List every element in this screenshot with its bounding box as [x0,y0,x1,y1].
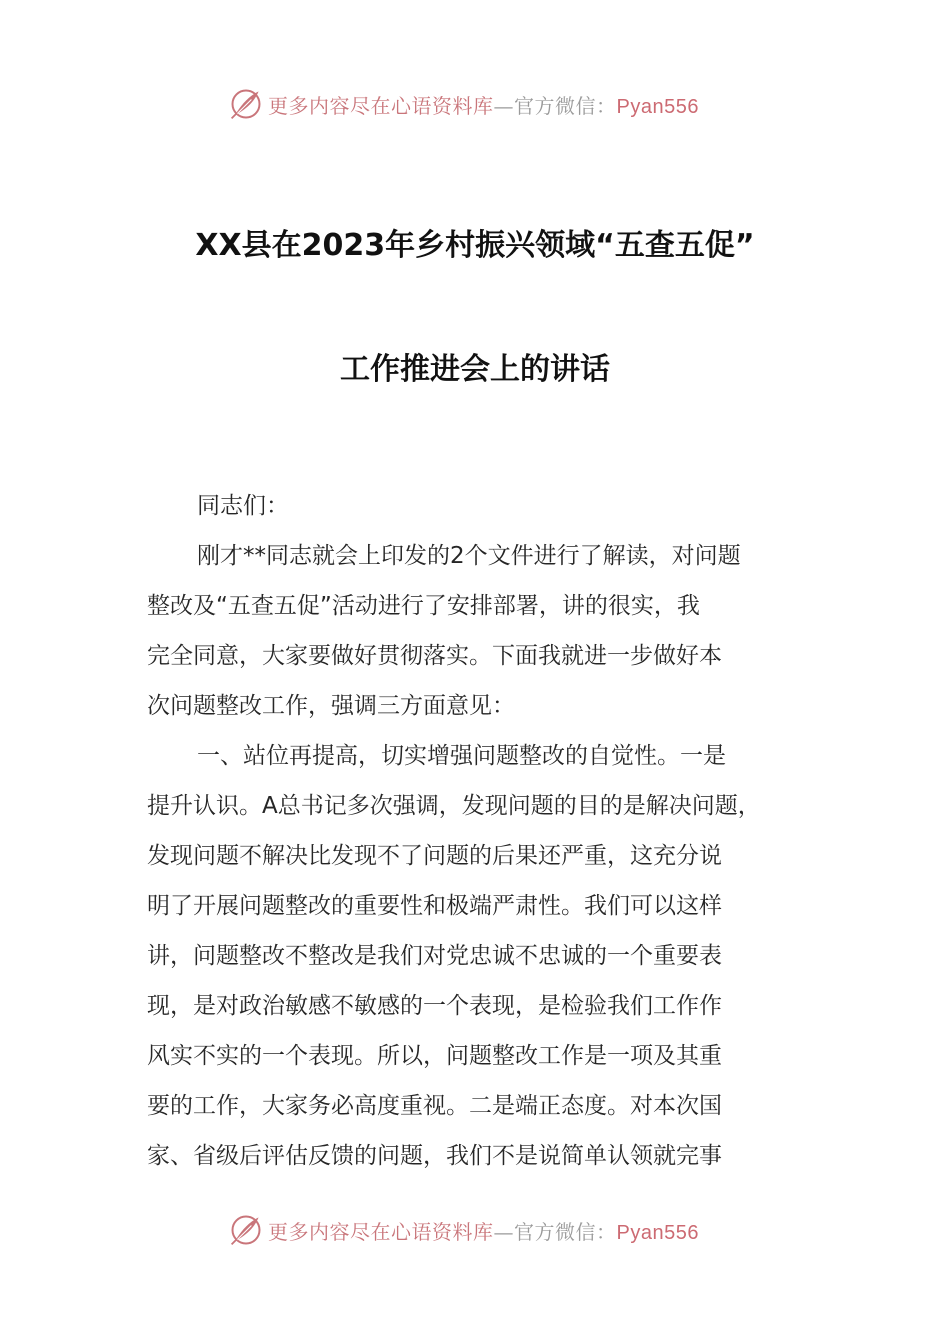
body-line: 提升认识。A总书记多次强调，发现问题的目的是解决问题， [147,793,761,819]
watermark-dash: — [493,93,514,118]
body-line: 现，是对政治敏感不敏感的一个表现，是检验我们工作作 [147,993,722,1019]
watermark-contact-label: 官方微信： [514,1219,617,1244]
body-line: 次问题整改工作，强调三方面意见： [147,693,515,719]
watermark-text [268,90,699,119]
document-body [147,481,807,1181]
body-line: 讲，问题整改不整改是我们对党忠诚不忠诚的一个重要表 [147,943,722,969]
body-line: 风实不实的一个表现。所以，问题整改工作是一项及其重 [147,1043,722,1069]
watermark-main: 更多内容尽在心语资料库 [268,1219,494,1244]
document-title-line2: 工作推进会上的讲话 [340,352,610,387]
body-line: 明了开展问题整改的重要性和极端严肃性。我们可以这样 [147,893,722,919]
watermark-contact-label: 官方微信： [514,93,617,118]
quill-logo-icon [228,1212,264,1248]
watermark-dash: — [493,1219,514,1244]
body-line: 发现问题不解决比发现不了问题的后果还严重，这充分说 [147,843,722,869]
body-line: 整改及“五查五促”活动进行了安排部署，讲的很实，我 [147,593,700,619]
body-line: 要的工作，大家务必高度重视。二是端正态度。对本次国 [147,1093,722,1119]
watermark-text [268,1216,699,1245]
body-line: 完全同意，大家要做好贯彻落实。下面我就进一步做好本 [147,643,722,669]
section-heading-line: 一、站位再提高，切实增强问题整改的自觉性。一是 [197,743,726,769]
watermark-banner-bottom [228,1210,699,1250]
document-title-line1: XX县在2023年乡村振兴领域“五查五促” [195,228,755,263]
watermark-banner-top [228,84,699,124]
body-line: 家、省级后评估反馈的问题，我们不是说简单认领就完事 [147,1143,722,1169]
body-line: 刚才**同志就会上印发的2个文件进行了解读，对问题 [197,543,741,569]
watermark-wechat-id: Pyan556 [616,95,699,118]
salutation: 同志们： [197,493,289,519]
quill-logo-icon [228,86,264,122]
watermark-wechat-id: Pyan556 [616,1221,699,1244]
watermark-main: 更多内容尽在心语资料库 [268,93,494,118]
